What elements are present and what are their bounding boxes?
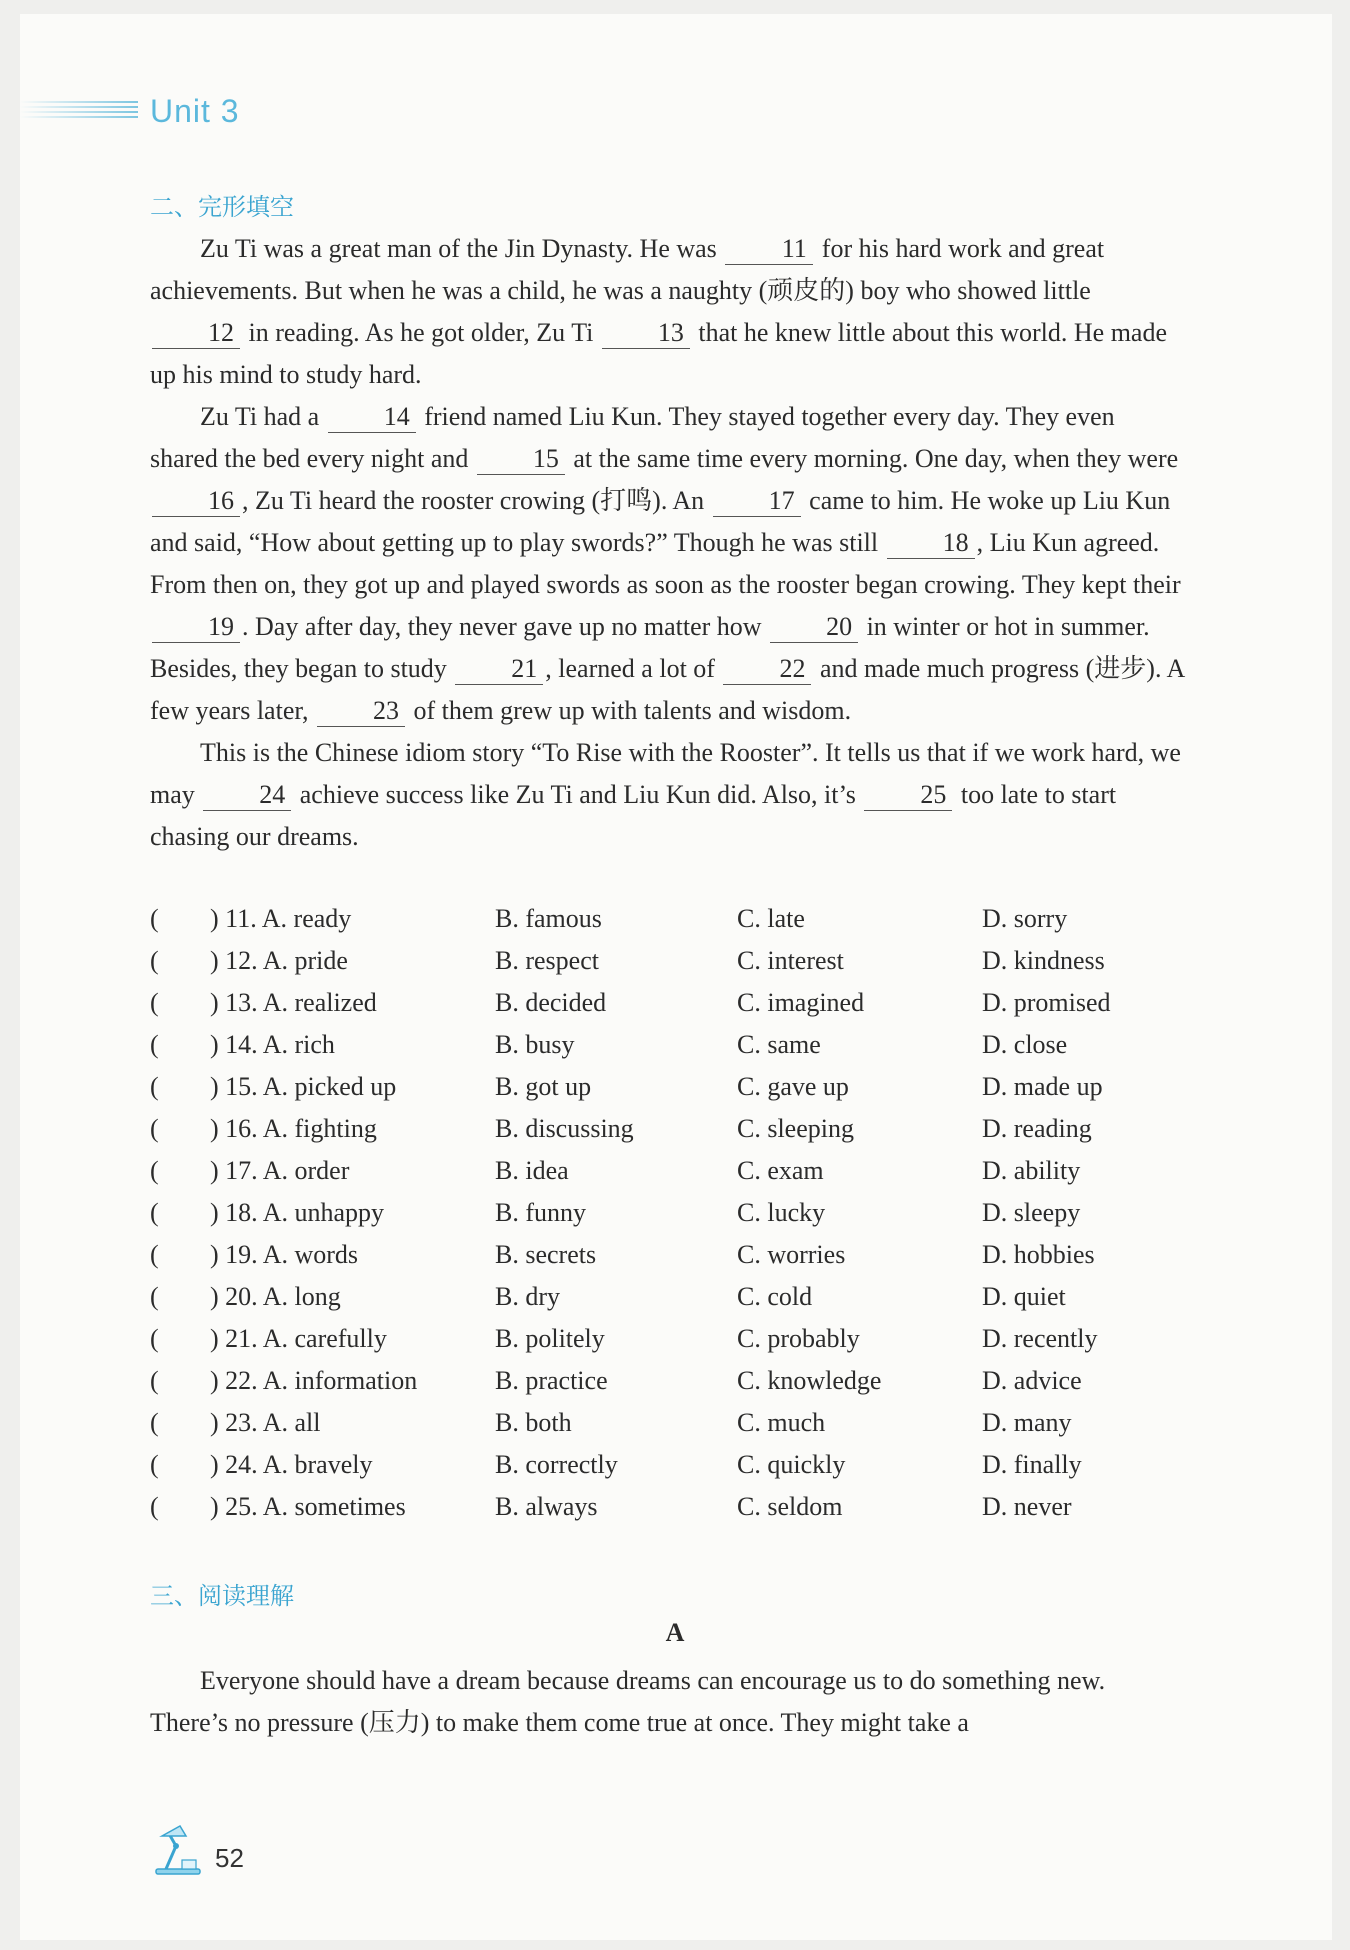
passage-paragraph: Zu Ti was a great man of the Jin Dynasty. He was 11 for his hard work and great achievements. But when he was a child, he was a naughty (顽皮的) boy who showed little 12 in reading. As he got older, Zu Ti 13 that he knew little about this world. He made up his mind to study hard. (150, 234, 1168, 389)
passage-label: A (665, 1618, 685, 1647)
option-b[interactable]: B. always (495, 1492, 598, 1521)
answer-bracket[interactable]: ( (150, 1114, 159, 1143)
answer-bracket[interactable]: ( (150, 1324, 159, 1353)
reading-text: Everyone should have a dream because dreams can encourage us to do something new. There’s no pressure (压力) to make them come true at once. They might take a (150, 1666, 1106, 1737)
option-c[interactable]: C. gave up (737, 1072, 849, 1101)
option-d[interactable]: D. reading (982, 1114, 1092, 1143)
option-a[interactable]: ) 22. A. information (210, 1366, 418, 1395)
option-c[interactable]: C. same (737, 1030, 821, 1059)
option-d[interactable]: D. finally (982, 1450, 1082, 1479)
question-row (150, 1192, 1200, 1234)
unit-header (20, 95, 440, 129)
answer-bracket[interactable]: ( (150, 988, 159, 1017)
blank-12[interactable]: 12 (152, 318, 240, 349)
option-c[interactable]: C. worries (737, 1240, 846, 1269)
option-d[interactable]: D. close (982, 1030, 1068, 1059)
option-c[interactable]: C. exam (737, 1156, 824, 1185)
option-b[interactable]: B. discussing (495, 1114, 634, 1143)
option-c[interactable]: C. quickly (737, 1450, 846, 1479)
option-b[interactable]: B. correctly (495, 1450, 618, 1479)
answer-bracket[interactable]: ( (150, 946, 159, 975)
answer-bracket[interactable]: ( (150, 1030, 159, 1059)
option-b[interactable]: B. dry (495, 1282, 560, 1311)
reading-passage (150, 1660, 1185, 1744)
blank-15[interactable]: 15 (477, 444, 565, 475)
answer-bracket[interactable]: ( (150, 1450, 159, 1479)
option-b[interactable]: B. decided (495, 988, 607, 1017)
option-a[interactable]: ) 12. A. pride (210, 946, 348, 975)
option-c[interactable]: C. much (737, 1408, 826, 1437)
option-a[interactable]: ) 17. A. order (210, 1156, 350, 1185)
option-d[interactable]: D. promised (982, 988, 1111, 1017)
answer-bracket[interactable]: ( (150, 904, 159, 933)
question-row (150, 1108, 1200, 1150)
option-d[interactable]: D. quiet (982, 1282, 1066, 1311)
option-c[interactable]: C. lucky (737, 1198, 826, 1227)
page-number: 52 (215, 1843, 244, 1873)
option-a[interactable]: ) 21. A. carefully (210, 1324, 387, 1353)
answer-bracket[interactable]: ( (150, 1492, 159, 1521)
option-a[interactable]: ) 11. A. ready (210, 904, 352, 933)
unit-title: Unit 3 (150, 93, 240, 129)
option-a[interactable]: ) 25. A. sometimes (210, 1492, 406, 1521)
blank-23[interactable]: 23 (317, 696, 405, 727)
option-a[interactable]: ) 20. A. long (210, 1282, 341, 1311)
question-row (150, 898, 1200, 940)
option-b[interactable]: B. secrets (495, 1240, 597, 1269)
option-c[interactable]: C. seldom (737, 1492, 843, 1521)
question-row (150, 1360, 1200, 1402)
blank-19[interactable]: 19 (152, 612, 240, 643)
option-d[interactable]: D. never (982, 1492, 1072, 1521)
option-c[interactable]: C. interest (737, 946, 844, 975)
blank-25[interactable]: 25 (864, 780, 952, 811)
answer-bracket[interactable]: ( (150, 1072, 159, 1101)
option-b[interactable]: B. politely (495, 1324, 605, 1353)
option-b[interactable]: B. got up (495, 1072, 592, 1101)
option-c[interactable]: C. knowledge (737, 1366, 882, 1395)
option-d[interactable]: D. ability (982, 1156, 1081, 1185)
question-row (150, 1234, 1200, 1276)
blank-17[interactable]: 17 (713, 486, 801, 517)
question-row (150, 1276, 1200, 1318)
option-a[interactable]: ) 14. A. rich (210, 1030, 335, 1059)
option-c[interactable]: C. probably (737, 1324, 860, 1353)
blank-11[interactable]: 11 (725, 234, 813, 265)
option-a[interactable]: ) 16. A. fighting (210, 1114, 377, 1143)
option-b[interactable]: B. idea (495, 1156, 569, 1185)
option-d[interactable]: D. sleepy (982, 1198, 1081, 1227)
answer-bracket[interactable]: ( (150, 1240, 159, 1269)
option-d[interactable]: D. hobbies (982, 1240, 1095, 1269)
option-a[interactable]: ) 18. A. unhappy (210, 1198, 385, 1227)
question-row (150, 1024, 1200, 1066)
option-b[interactable]: B. respect (495, 946, 599, 975)
desk-lamp-icon (150, 1822, 206, 1878)
answer-bracket[interactable]: ( (150, 1156, 159, 1185)
question-row (150, 1318, 1200, 1360)
blank-13[interactable]: 13 (602, 318, 690, 349)
blank-22[interactable]: 22 (723, 654, 811, 685)
answer-options (150, 898, 1200, 1528)
blank-20[interactable]: 20 (770, 612, 858, 643)
blank-14[interactable]: 14 (328, 402, 416, 433)
blank-18[interactable]: 18 (887, 528, 975, 559)
blank-16[interactable]: 16 (152, 486, 240, 517)
option-d[interactable]: D. advice (982, 1366, 1082, 1395)
answer-bracket[interactable]: ( (150, 1366, 159, 1395)
option-c[interactable]: C. imagined (737, 988, 865, 1017)
option-d[interactable]: D. sorry (982, 904, 1068, 933)
cloze-passage (150, 228, 1185, 858)
question-row (150, 1066, 1200, 1108)
question-row (150, 1402, 1200, 1444)
option-c[interactable]: C. sleeping (737, 1114, 854, 1143)
option-a[interactable]: ) 19. A. words (210, 1240, 359, 1269)
answer-bracket[interactable]: ( (150, 1198, 159, 1227)
option-b[interactable]: B. funny (495, 1198, 586, 1227)
option-d[interactable]: D. recently (982, 1324, 1098, 1353)
blank-24[interactable]: 24 (203, 780, 291, 811)
option-b[interactable]: B. both (495, 1408, 572, 1437)
option-a[interactable]: ) 23. A. all (210, 1408, 321, 1437)
option-a[interactable]: ) 13. A. realized (210, 988, 377, 1017)
option-a[interactable]: ) 24. A. bravely (210, 1450, 373, 1479)
option-b[interactable]: B. busy (495, 1030, 575, 1059)
option-c[interactable]: C. cold (737, 1282, 813, 1311)
question-row (150, 1150, 1200, 1192)
passage-paragraph: Zu Ti had a 14 friend named Liu Kun. They stayed together every day. They even shared the bed every night and 15 at the same time every morning. One day, when they were 16 , Zu Ti heard the rooster crowing (打鸣). An 17 came to him. He woke up Liu Kun and said, “How about getting up to play swords?” Though he was still 18 , Liu Kun agreed. From then on, they got up and played swords as soon as the rooster began crowing. They kept their 19 . Day after day, they never gave up no matter how 20 in winter or hot in summer. Besides, they began to study 21 , learned a lot of 22 and made much progress (进步). A few years later, 23 of them grew up with talents and wisdom. (150, 402, 1184, 725)
blank-21[interactable]: 21 (455, 654, 543, 685)
option-b[interactable]: B. practice (495, 1366, 608, 1395)
passage-paragraph: This is the Chinese idiom story “To Rise with the Rooster”. It tells us that if we work hard, we may 24 achieve success like Zu Ti and Liu Kun did. Also, it’s 25 too late to start chasing our dreams. (150, 738, 1181, 851)
option-a[interactable]: ) 15. A. picked up (210, 1072, 397, 1101)
option-b[interactable]: B. famous (495, 904, 602, 933)
header-decoration (20, 101, 138, 125)
question-row (150, 940, 1200, 982)
question-row (150, 1486, 1200, 1528)
question-row (150, 1444, 1200, 1486)
question-row (150, 982, 1200, 1024)
section-title-reading: 三、阅读理解 (150, 1582, 294, 1610)
option-d[interactable]: D. many (982, 1408, 1072, 1437)
section-title-cloze: 二、完形填空 (150, 193, 294, 221)
option-d[interactable]: D. kindness (982, 946, 1105, 975)
option-d[interactable]: D. made up (982, 1072, 1103, 1101)
answer-bracket[interactable]: ( (150, 1282, 159, 1311)
answer-bracket[interactable]: ( (150, 1408, 159, 1437)
option-c[interactable]: C. late (737, 904, 805, 933)
